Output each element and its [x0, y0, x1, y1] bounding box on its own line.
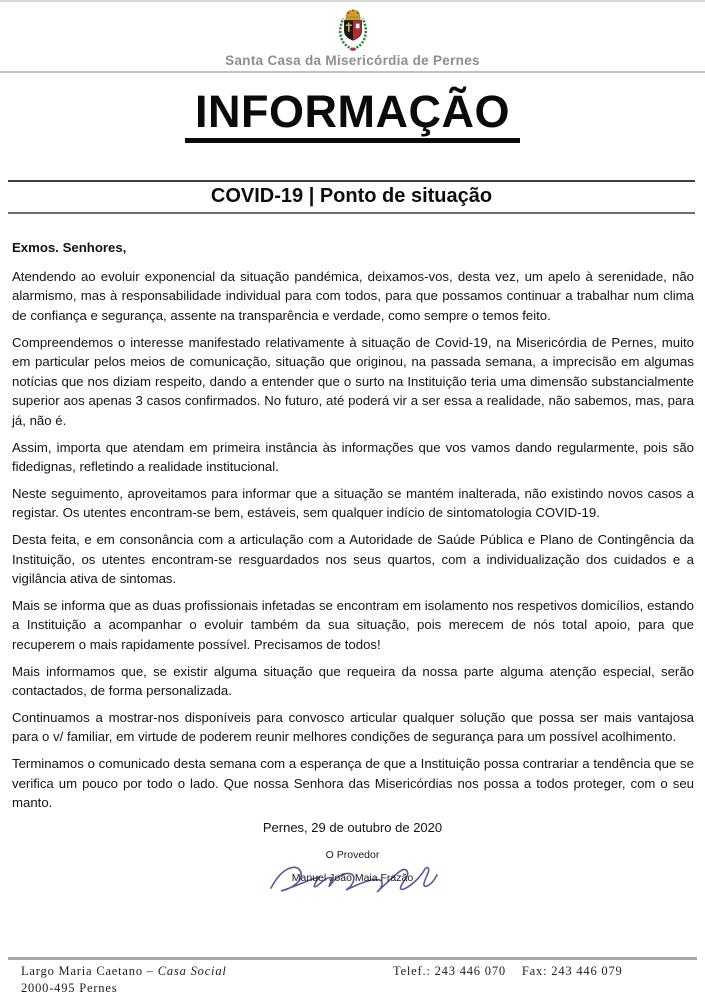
signature-block	[0, 849, 705, 899]
footer-phone: Telef.: 243 446 070	[393, 964, 506, 978]
paragraph: Mais se informa que as duas profissionais infetadas se encontram em isolamento nos respetivos domicílios, estando a Instituição a acompanhar o evoluir também da sua situação, pois merecem de nós total apoio, para que recuperem o mais rapidamente possível. Precisamos de todos!	[12, 597, 694, 652]
organization-name: Santa Casa da Misericórdia de Pernes	[225, 53, 480, 68]
logo-wrap	[0, 6, 705, 52]
coat-of-arms-icon	[332, 6, 374, 52]
footer-address-line1: Largo Maria Caetano – Casa Social	[21, 964, 227, 978]
footer-contacts	[393, 963, 639, 996]
paragraph: Assim, importa que atendam em primeira instância às informações que vos vamos dando regularmente, pois são fidedignas, refletindo a realidade institucional.	[12, 439, 694, 475]
paragraph: Compreendemos o interesse manifestado relativamente à situação de Covid-19, na Misericórdia de Pernes, muito em particular pelos meios de comunicação, situação que originou, na passada semana, a imprecisão em algumas notícias que nos diziam respeito, dando a entender que o surto na Instituição teria uma dimensão substancialmente superior aos apenas 3 casos confirmados. No futuro, até poderá vir a ser essa a realidade, não sabemos, mas, para já, não é.	[12, 334, 694, 428]
signer-name: Manuel João Maia Frazão	[291, 871, 414, 884]
paragraph: Atendendo ao evoluir exponencial da situação pandémica, deixamos-vos, desta vez, um apelo à serenidade, não alarmismo, mas à responsabilidade individual para com todos, para que possamos continuar a trabalhar num clima de confiança e segurança, assente na transparência e verdade, como sempre o temos feito.	[12, 268, 694, 324]
salutation: Exmos. Senhores,	[12, 240, 127, 256]
paragraph: Continuamos a mostrar-nos disponíveis para convosco articular qualquer solução que possa ser mais vantajosa para o v/ familiar, em virtude de poderem reunir melhores condições de segurança para um possível acolhimento.	[12, 709, 694, 745]
page-title: INFORMAÇÃO	[185, 88, 520, 143]
paragraph: Neste seguimento, aproveitamos para informar que a situação se mantém inalterada, não existindo novos casos a registar. Os utentes encontram-se bem, estáveis, sem qualquer indício de sintomatologia COVID-19.	[12, 485, 694, 521]
paragraph: Mais informamos que, se existir alguma situação que requeira da nossa parte alguma atenção especial, serão contactados, de forma personalizada.	[12, 663, 694, 699]
letter-body	[12, 238, 694, 812]
paragraph: Terminamos o comunicado desta semana com a esperança de que a Instituição possa contrariar a tendência que se verifica um pouco por todo o lado. Que nossa Senhora das Misericórdias nos possa a todos proteger, com o seu manto.	[12, 755, 694, 811]
footer	[8, 957, 697, 996]
dateline: Pernes, 29 de outubro de 2020	[262, 819, 443, 835]
footer-address-line2: 2000-495 Pernes	[21, 980, 118, 995]
footer-address	[21, 963, 393, 996]
subtitle-band	[8, 180, 695, 214]
signer-role: O Provedor	[325, 848, 380, 861]
letterhead	[0, 2, 705, 73]
footer-address-casa-social: Casa Social	[157, 964, 227, 978]
paragraph: Desta feita, e em consonância com a articulação com a Autoridade de Saúde Pública e Plano de Contingência da Instituição, os utentes encontram-se resguardados nos seus quartos, com a individualização dos cuidados e a vigilância ativa de sintomas.	[12, 531, 694, 587]
document-subtitle: COVID-19 | Ponto de situação	[210, 185, 493, 208]
title-section	[0, 88, 705, 143]
footer-fax: Fax: 243 446 079	[521, 964, 623, 978]
